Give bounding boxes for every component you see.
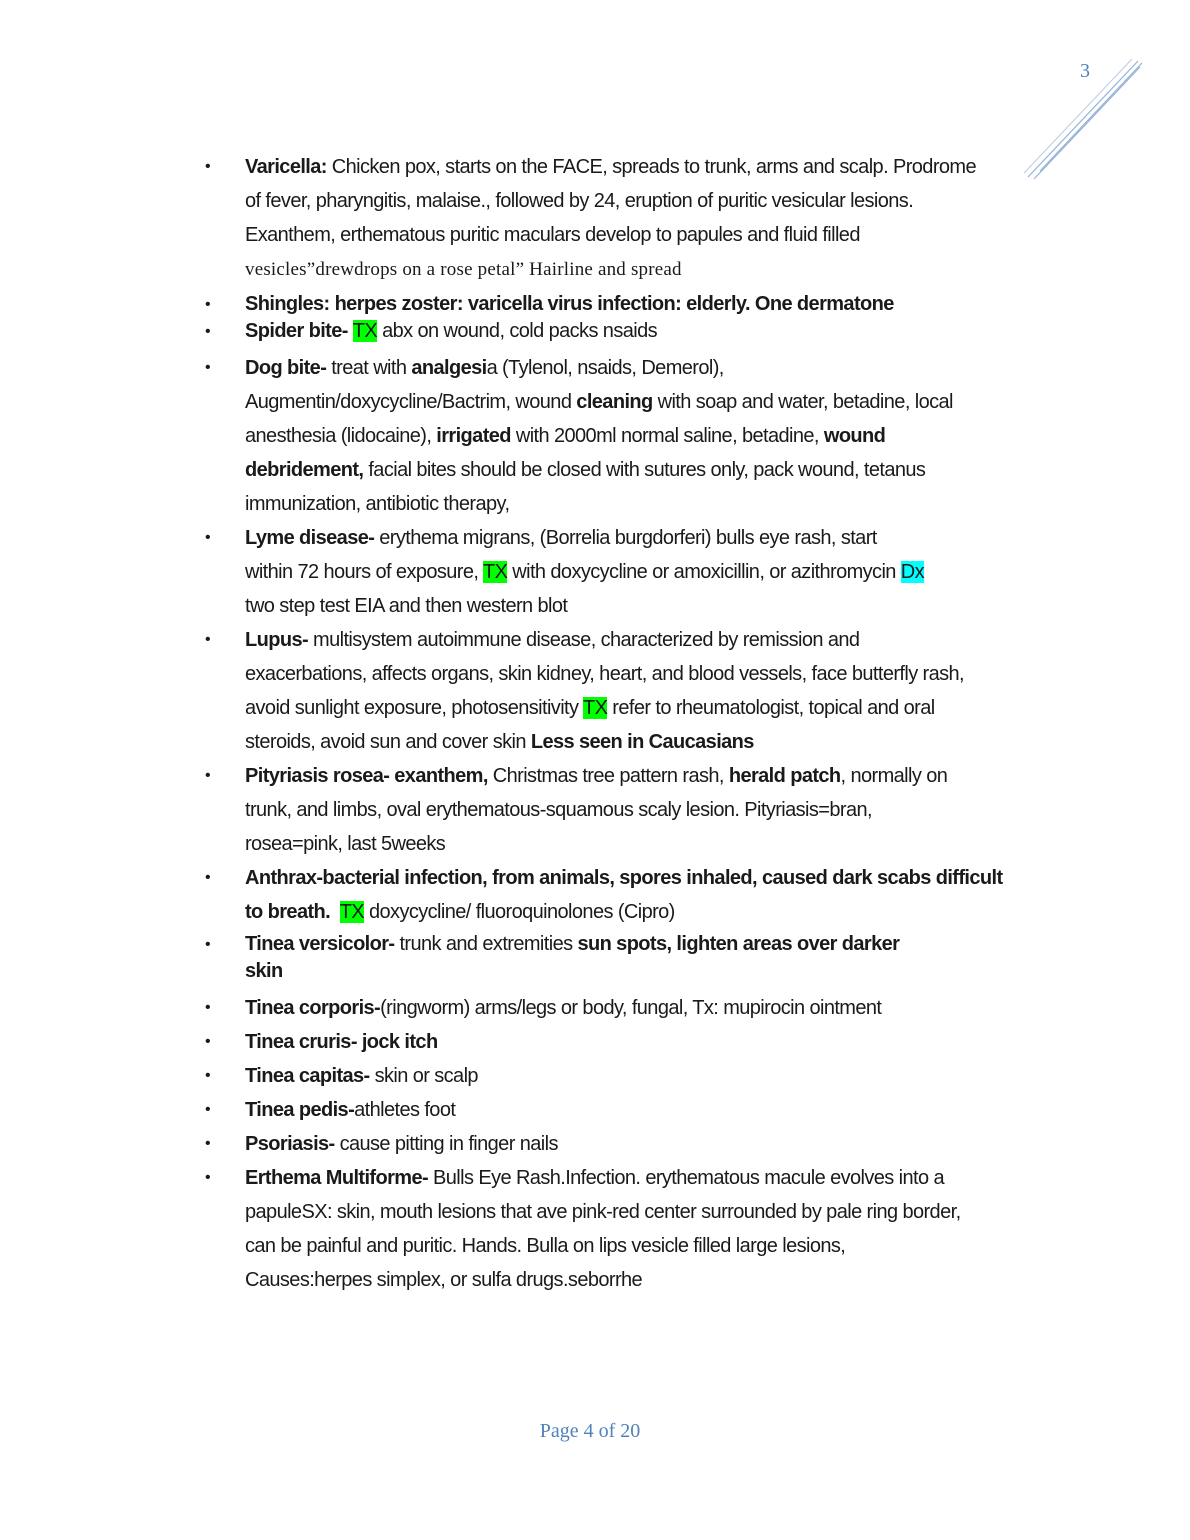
text: Causes:herpes simplex, or sulfa drugs.seborrhe (245, 1269, 643, 1291)
list-item-varicella (205, 150, 1025, 287)
term-varicella: Varicella: (245, 156, 327, 178)
text: Bulls Eye Rash.Infection. erythematous macule evolves into a (428, 1167, 944, 1189)
tx-highlight: TX (352, 320, 378, 342)
text: trunk and extremities (394, 933, 578, 955)
text: refer to rheumatologist, topical and oral (607, 697, 935, 719)
bullet-marker: • (205, 158, 211, 175)
list-item-erthema-multiforme (205, 1161, 1025, 1297)
text: doxycycline/ fluoroquinolones (Cipro) (364, 901, 675, 923)
bullet-marker: • (205, 1169, 211, 1186)
bold-text: herald patch (728, 765, 841, 787)
term-pityriasis-rosea: Pityriasis rosea- exanthem, (245, 765, 488, 787)
term-tinea-corporis: Tinea corporis- (245, 997, 381, 1019)
list-item-pityriasis-rosea (205, 759, 1025, 861)
bullet-marker: • (205, 529, 211, 546)
text: (ringworm) arms/legs or body, fungal, Tx: mupirocin ointment (380, 997, 882, 1019)
bold-text: irrigated (436, 425, 511, 447)
list-item-tinea-versicolor (205, 931, 1025, 985)
dx-highlight: Dx (900, 561, 925, 583)
term-shingles: Shingles: herpes zoster: varicella virus infection: elderly. One dermatone (245, 293, 894, 315)
term-anthrax: Anthrax-bacterial infection, from animals, spores inhaled, caused dark scabs difficult (245, 867, 1003, 889)
bold-text: debridement, (245, 459, 364, 481)
text: , normally on (840, 765, 948, 787)
text: vesicles”drewdrops on a rose petal” Hairline and spread (245, 259, 682, 280)
text: skin or scalp (369, 1065, 478, 1087)
text: two step test EIA and then western blot (245, 595, 568, 617)
list-item-tinea-cruris (205, 1025, 1025, 1059)
text (330, 901, 340, 923)
term-psoriasis: Psoriasis- (245, 1133, 335, 1155)
bold-text: skin (245, 960, 283, 982)
text: Exanthem, erthematous puritic maculars develop to papules and fluid filled (245, 224, 860, 246)
term-erthema-multiforme: Erthema Multiforme- (245, 1167, 429, 1189)
bullet-marker: • (205, 1135, 211, 1152)
text: athletes foot (354, 1099, 456, 1121)
list-item-lyme-disease (205, 521, 1025, 623)
bullet-marker: • (205, 631, 211, 648)
text: abx on wound, cold packs nsaids (377, 320, 658, 342)
text: Christmas tree pattern rash, (487, 765, 729, 787)
text: a (Tylenol, nsaids, Demerol), (486, 357, 724, 379)
text: anesthesia (lidocaine), (245, 425, 437, 447)
term-tinea-capitas: Tinea capitas- (245, 1065, 370, 1087)
list-item-anthrax (205, 861, 1025, 929)
bullet-marker: • (205, 1101, 211, 1118)
tx-highlight: TX (482, 561, 508, 583)
text: trunk, and limbs, oval erythematous-squamous scaly lesion. Pityriasis=bran, (245, 799, 872, 821)
bold-text: wound (823, 425, 886, 447)
corner-decoration (1020, 55, 1145, 185)
list-item-shingles (205, 291, 1025, 318)
text: papuleSX: skin, mouth lesions that ave pink-red center surrounded by pale ring border, (245, 1201, 961, 1223)
text: Chicken pox, starts on the FACE, spreads to trunk, arms and scalp. Prodrome (326, 156, 977, 178)
bullet-marker: • (205, 359, 211, 376)
text: facial bites should be closed with sutures only, pack wound, tetanus (363, 459, 926, 481)
bullet-marker: • (205, 767, 211, 784)
term-tinea-versicolor: Tinea versicolor- (245, 933, 395, 955)
list-item-lupus (205, 623, 1025, 759)
disease-list (205, 150, 1025, 1297)
text: steroids, avoid sun and cover skin (245, 731, 531, 753)
bullet-marker: • (205, 296, 211, 313)
term-tinea-cruris: Tinea cruris- jock itch (245, 1031, 438, 1053)
term-lupus: Lupus- (245, 629, 309, 651)
text: with doxycycline or amoxicillin, or azithromycin (507, 561, 901, 583)
text: cause pitting in finger nails (334, 1133, 558, 1155)
bold-text: sun spots, lighten areas over darker (577, 933, 900, 955)
text: exacerbations, affects organs, skin kidney, heart, and blood vessels, face butterfly rash, (245, 663, 965, 685)
list-item-tinea-pedis (205, 1093, 1025, 1127)
bold-text: Less seen in Caucasians (530, 731, 754, 753)
term-lyme-disease: Lyme disease- (245, 527, 375, 549)
term-spider-bite: Spider bite- (245, 320, 353, 342)
term-tinea-pedis: Tinea pedis- (245, 1099, 355, 1121)
tx-highlight: TX (582, 697, 608, 719)
bullet-marker: • (205, 936, 211, 953)
text: with 2000ml normal saline, betadine, (510, 425, 824, 447)
text: Augmentin/doxycycline/Bactrim, wound (245, 391, 577, 413)
text: with soap and water, betadine, local (652, 391, 953, 413)
text: multisystem autoimmune disease, characterized by remission and (308, 629, 860, 651)
bold-text: cleaning (576, 391, 653, 413)
list-item-tinea-corporis (205, 991, 1025, 1025)
bullet-marker: • (205, 1067, 211, 1084)
header-page-number: 3 (1080, 60, 1090, 82)
list-item-dog-bite (205, 351, 1025, 521)
text: treat with (326, 357, 412, 379)
bullet-marker: • (205, 869, 211, 886)
term-dog-bite: Dog bite- (245, 357, 327, 379)
list-item-spider-bite (205, 318, 1025, 345)
bullet-marker: • (205, 323, 211, 340)
text: of fever, pharyngitis, malaise., followed by 24, eruption of puritic vesicular lesions. (245, 190, 914, 212)
list-item-tinea-capitas (205, 1059, 1025, 1093)
text: can be painful and puritic. Hands. Bulla on lips vesicle filled large lesions, (245, 1235, 846, 1257)
text: avoid sunlight exposure, photosensitivity (245, 697, 583, 719)
bold-text: analgesi (411, 357, 487, 379)
tx-highlight: TX (339, 901, 365, 923)
list-item-psoriasis (205, 1127, 1025, 1161)
bold-text: to breath. (245, 901, 331, 923)
text: erythema migrans, (Borrelia burgdorferi) bulls eye rash, start (374, 527, 877, 549)
text: rosea=pink, last 5weeks (245, 833, 446, 855)
text: within 72 hours of exposure, (245, 561, 483, 583)
text: immunization, antibiotic therapy, (245, 493, 510, 515)
bullet-marker: • (205, 999, 211, 1016)
footer-page-indicator: Page 4 of 20 (539, 1420, 641, 1442)
bullet-marker: • (205, 1033, 211, 1050)
